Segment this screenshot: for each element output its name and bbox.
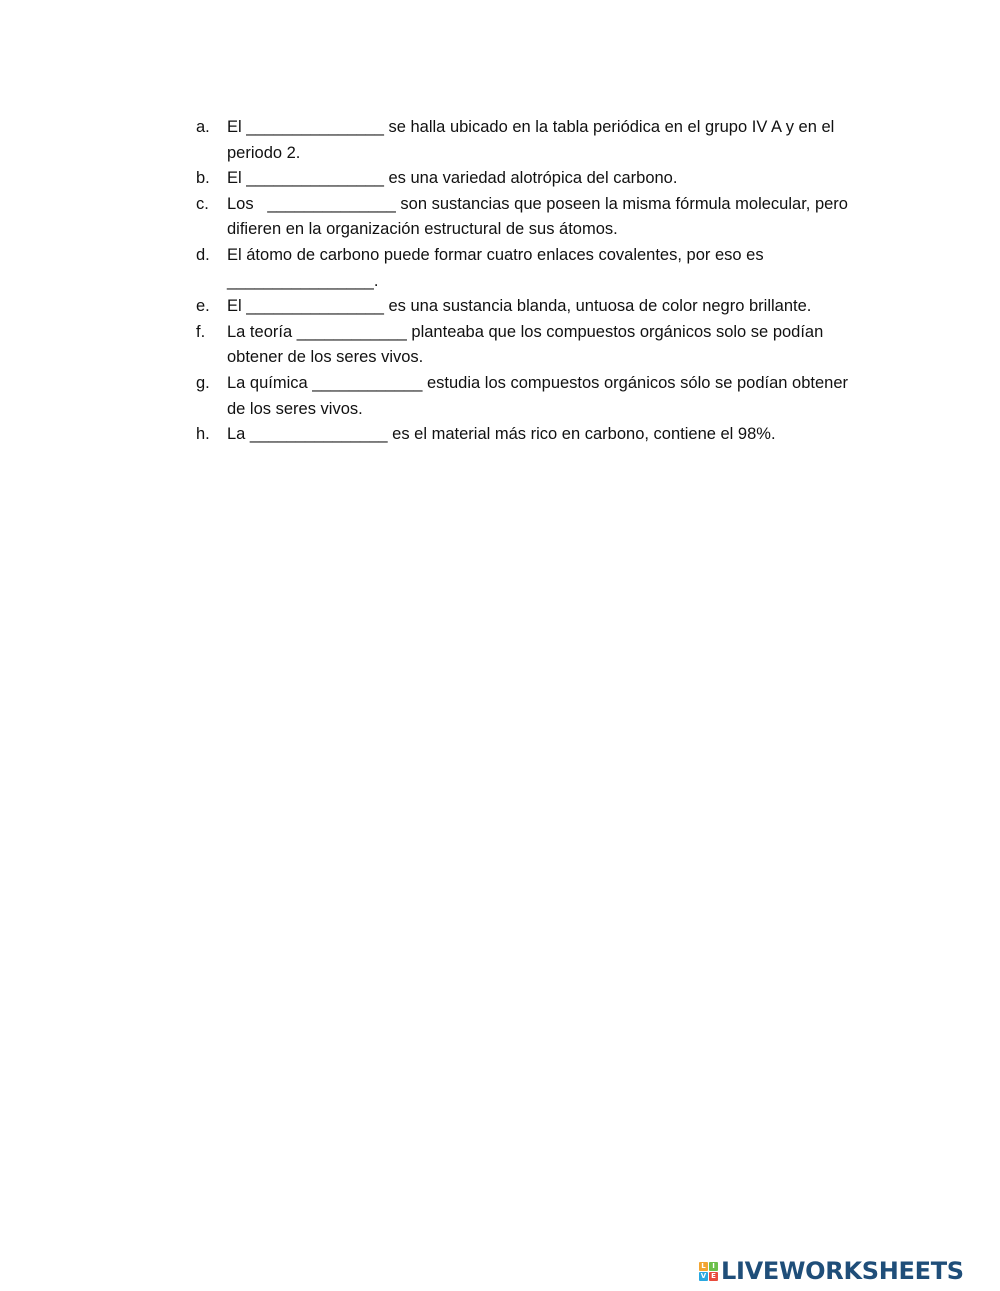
item-text: La química ____________ estudia los compuestos orgánicos sólo se podían obtener de los seres vivos. bbox=[227, 373, 853, 418]
item-letter: c. bbox=[196, 194, 209, 213]
item-text: El _______________ es una sustancia blanda, untuosa de color negro brillante. bbox=[227, 297, 812, 316]
item-letter: b. bbox=[196, 169, 210, 188]
item-text: El _______________ se halla ubicado en la tabla periódica en el grupo IV A y en el periodo 2. bbox=[227, 118, 839, 162]
logo-mark-tile: L bbox=[699, 1262, 708, 1271]
list-item bbox=[196, 192, 866, 243]
worksheet-list bbox=[196, 115, 866, 448]
item-letter: d. bbox=[196, 245, 210, 264]
logo-text: LIVEWORKSHEETS bbox=[721, 1257, 964, 1285]
item-letter: e. bbox=[196, 297, 210, 316]
item-letter: h. bbox=[196, 425, 210, 444]
logo-mark-tile: V bbox=[700, 1271, 707, 1280]
item-letter: g. bbox=[196, 373, 210, 392]
list-item bbox=[196, 166, 866, 192]
item-text: Los ______________ son sustancias que poseen la misma fórmula molecular, pero difieren en la organización estructural de sus átomos. bbox=[227, 194, 853, 239]
list-item bbox=[196, 294, 866, 320]
logo-mark-tile: I bbox=[709, 1262, 718, 1271]
list-item bbox=[196, 115, 866, 166]
liveworksheets-logo-icon bbox=[699, 1262, 718, 1281]
logo-mark-tile: E bbox=[709, 1272, 718, 1281]
item-text: El _______________ es una variedad alotrópica del carbono. bbox=[227, 169, 678, 188]
list-item bbox=[196, 243, 866, 294]
item-letter: a. bbox=[196, 118, 210, 136]
item-text: El átomo de carbono puede formar cuatro enlaces covalentes, por eso es ________________. bbox=[227, 245, 769, 290]
list-item bbox=[196, 371, 866, 422]
item-letter: f. bbox=[196, 322, 206, 341]
list-item bbox=[196, 422, 866, 448]
liveworksheets-logo bbox=[699, 1257, 964, 1285]
item-text: La _______________ es el material más rico en carbono, contiene el 98%. bbox=[227, 425, 776, 444]
item-text: La teoría ____________ planteaba que los compuestos orgánicos solo se podían obtener de los seres vivos. bbox=[227, 322, 828, 367]
list-item bbox=[196, 320, 866, 371]
